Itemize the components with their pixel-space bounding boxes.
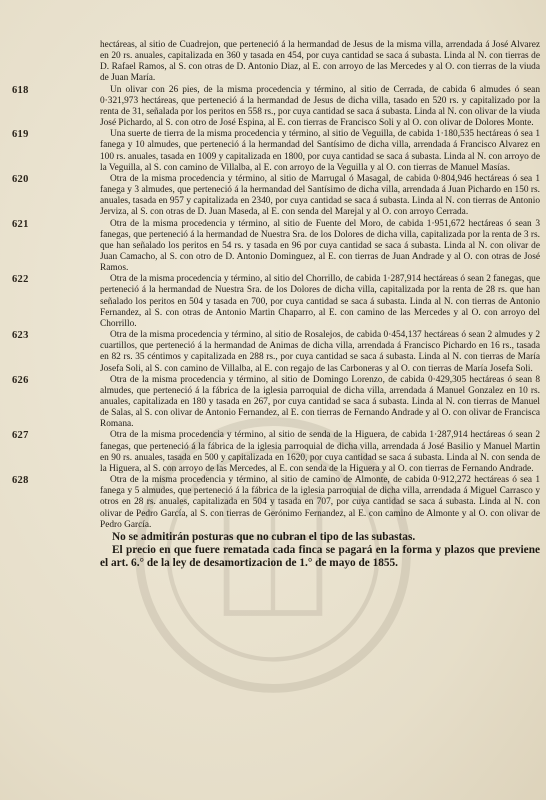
lot-entry xyxy=(12,274,540,330)
lot-entry xyxy=(12,374,540,431)
lot-entry xyxy=(12,330,540,375)
lot-text: Otra de la misma procedencia y término, al sitio de Domingo Lorenzo, de cabida 0·429,305 hectáreas ó sean 8 almudes, que perteneció á la fábrica de la iglesia parroquial de dicha villa, arrendada á Manuel Gonzalez en 10 rs. anuales, capitalizada en 180 y tasada en 267, por cuya cantidad se saca á subasta. Linda al N. con tierras de Manuel de Salas, al S. con olivar de Antonio Fernandez, al E. con tierras de Fernando Andrade y al O. con olivar de Francisca Romana. xyxy=(100,374,540,430)
lot-text: Una suerte de tierra de la misma procedencia y término, al sitio de Veguilla, de cabida 1·180,535 hectáreas ó sea 1 fanega y 10 almudes, que perteneció á la hermandad del Santísimo de dicha villa, arrendada á Francisco Alvarez en 100 rs. anuales, tasada en 1009 y capitalizada en 1800, por cuya cantidad se saca á subasta. Linda al N. con arroyo de la Veguilla, al S. con camino de Villalba, al E. con arroyo de la Veguilla y al O. con tierras de Manuel Masías. xyxy=(100,129,540,173)
lot-text: Otra de la misma procedencia y término, al sitio de Rosalejos, de cabida 0·454,137 hectáreas ó sean 2 almudes y 2 cuartillos, que perteneció á la hermandad de Animas de dicha villa, arrendada á Francisco Pichardo en 16 rs., tasada en 82 rs. 35 céntimos y capitalizada en 288 rs., por cuya cantidad se saca á subasta. Linda al N. con tierras de María Josefa Soli, al S. con camino de Villalba, al E. con regajo de las Carboneras y al O. con tierras de María Josefa Soli. xyxy=(100,330,540,374)
lot-entry xyxy=(12,173,540,219)
lot-number: 618 xyxy=(12,84,29,96)
text-column xyxy=(12,40,540,570)
intro-paragraph xyxy=(100,40,540,85)
closing-note-bids: No se admitirán posturas que no cubran el tipo de las subastas. xyxy=(112,530,416,543)
lot-number: 627 xyxy=(12,430,29,442)
lot-number: 623 xyxy=(12,330,29,342)
lot-number: 622 xyxy=(12,274,29,286)
lot-number: 626 xyxy=(12,374,29,386)
lot-entry xyxy=(12,475,540,531)
lot-text: Otra de la misma procedencia y término, al sitio del Chorrillo, de cabida 1·287,914 hectáreas ó sean 2 fanegas, que perteneció á la hermandad de Nuestra Sra. de los Dolores de dicha villa, capitalizada por la renta de 28 rs. que han señalado los peritos en 504 y tasada en 700, por cuya cantidad se saca á subasta. Linda al N. con tierras de Antonio Fernandez, al S. con otras de Antonio Martin Chaparro, al E. con camino de las Mercedes y al O. con arroyo del Chorrillo. xyxy=(100,274,540,329)
lot-text: Otra de la misma procedencia y término, al sitio de camino de Almonte, de cabida 0·912,272 hectáreas ó sea 1 fanega y 5 almudes, que perteneció á la fábrica de la iglesia parroquial de dicha villa, arrendada á Miguel Carrasco y otros en 28 rs. anuales, capitalizada en 504 y tasada en 707, por cuya cantidad se saca á subasta. Linda al N. con olivar de Pedro García, al S. con tierras de Gerónimo Fernandez, al E. con camino de Almonte y al O. con olivar de Pedro García. xyxy=(100,475,540,530)
intro-text: hectáreas, al sitio de Cuadrejon, que perteneció á la hermandad de Jesus de la misma villa, arrendada á José Alvarez en 20 rs. anuales, capitalizada en 360 y tasada en 454, por cuya cantidad se saca á subasta. Linda al N. con tierras de D. Rafael Ramos, al S. con otras de D. Antonio Diaz, al E. con arroyo de las Mercedes y al O. con tierras de la viuda de Juan María. xyxy=(100,40,540,84)
closing-note-payment: El precio en que fuere rematada cada finca se pagará en la forma y plazos que previene el art. 6.° de la ley de desamortizacion de 1.° de mayo de 1855. xyxy=(100,544,540,570)
lot-entry xyxy=(12,129,540,174)
lot-number: 628 xyxy=(12,475,29,487)
lot-entry xyxy=(12,430,540,475)
lot-number: 619 xyxy=(12,129,29,141)
lot-number: 621 xyxy=(12,218,29,230)
lot-entry xyxy=(12,218,540,275)
lot-text: Un olivar con 26 pies, de la misma procedencia y término, al sitio de Cerrada, de cabida 6 almudes ó sean 0·321,973 hectáreas, que perteneció á la hermandad de Jesus de dicha villa, tasado en 520 rs. y capitalizado por la renta de 31, señalada por los peritos en 558 rs., por cuya cantidad se saca á subasta. Linda al N. con olivar de la viuda José Pichardo, al S. con otro de José Espina, al E. con tierras de Francisco Soli y al O. con olivar de Dolores Monte. xyxy=(100,84,540,129)
lot-entry xyxy=(12,84,540,130)
lot-number: 620 xyxy=(12,173,29,185)
lot-text: Otra de la misma procedencia y término, al sitio de Marrugal ó Masagal, de cabida 0·804,946 hectáreas ó sea 1 fanega y 3 almudes, que perteneció á la hermandad del Santísimo de dicha villa, arrendada á Juan Pichardo en 150 rs. anuales, tasada en 957 y capitalizada en 2340, por cuya cantidad se saca á subasta. Linda al N. con tierras de Antonio Jerviza, al S. con otras de D. Juan Maseda, al E. con senda del Marejal y al O. con arroyo Cerrada. xyxy=(100,173,540,218)
lot-text: Otra de la misma procedencia y término, al sitio de senda de la Higuera, de cabida 1·287,914 hectáreas ó sean 2 fanegas, que perteneció á la fábrica de la iglesia parroquial de dicha villa, arrendada á José Basilio y Manuel Martin en 90 rs. anuales, tasada en 500 y capitalizada en 1620, por cuya cantidad se saca á subasta. Linda al N. con senda de la Higuera, al S. con arroyo de las Mercedes, al E. con senda de la Higuera y al O. con tierras de Fernando Andrade. xyxy=(100,430,540,474)
lot-text: Otra de la misma procedencia y término, al sitio de Fuente del Moro, de cabida 1·951,672 hectáreas ó sean 3 fanegas, que perteneció á la hermandad de Nuestra Sra. de los Dolores de dicha villa, capitalizada por la renta de 3 rs. que han señalado los peritos en 54 rs. y tasada en 96 por cuya cantidad se saca á subasta. Linda al N. con olivar de Juan Camacho, al S. con otro de D. Antonio Dominguez, al E. con tierras de Juan Andrade y al O. con otras de José Ramos. xyxy=(100,218,540,274)
